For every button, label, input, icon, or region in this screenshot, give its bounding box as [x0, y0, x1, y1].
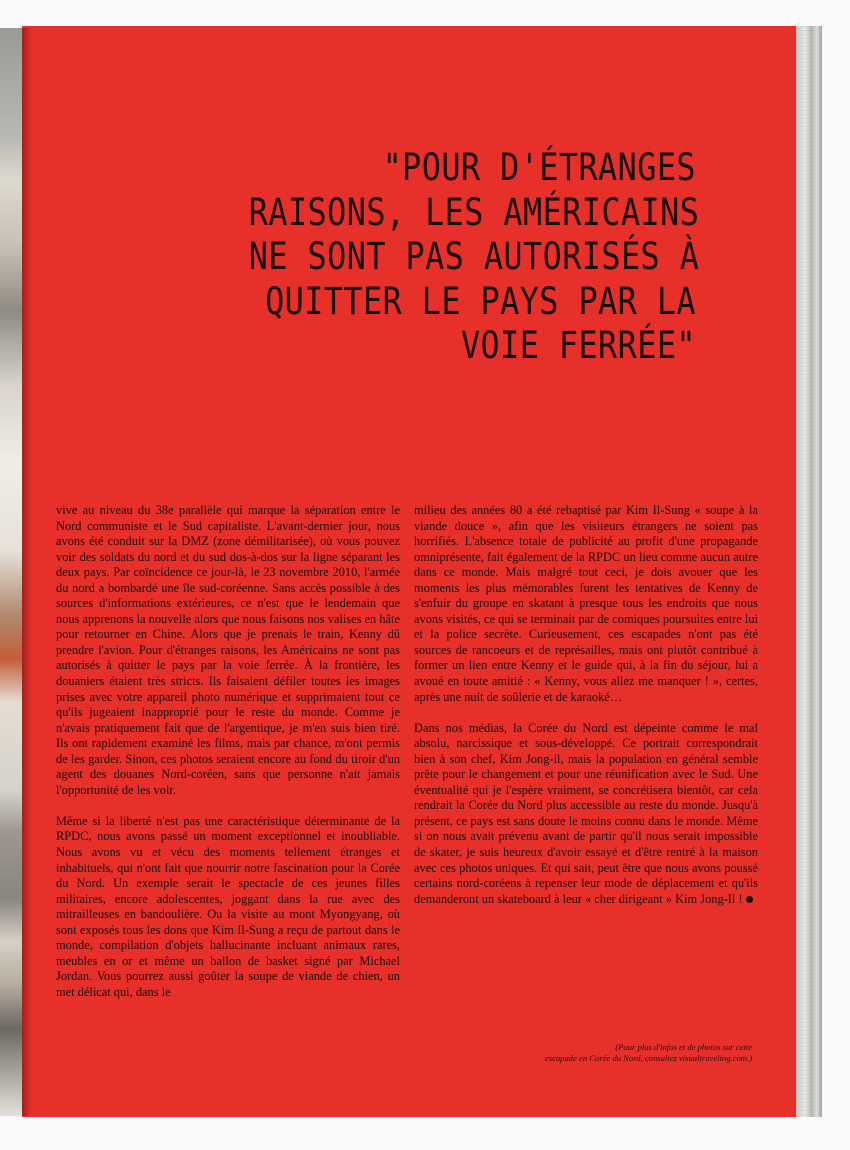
- page-stack-edge: [796, 26, 822, 1117]
- pull-quote-line: "POUR D'ÉTRANGES: [382, 146, 696, 189]
- adjacent-page-edge: [0, 28, 23, 1116]
- pull-quote-line: RAISONS, LES AMÉRICAINS: [248, 190, 700, 234]
- credit-line: (Pour plus d'infos et de photos sur cette: [615, 1042, 752, 1052]
- article-column-left: [56, 503, 400, 1000]
- article-column-right: [414, 503, 758, 907]
- pull-quote-line: VOIE FERRÉE": [460, 324, 696, 367]
- pull-quote-line: NE SONT PAS AUTORISÉS À: [248, 235, 700, 278]
- credit-line: escapade en Corée du Nord, consultez visualtraveling.com.): [544, 1052, 752, 1063]
- article-paragraph-final: [414, 721, 758, 908]
- article-paragraph-text: Dans nos médias, la Corée du Nord est dépeinte comme le mal absolu, narcissique et sous-développé. Ce portrait correspondrait bien à son chef, Kim Jong-il, mais la population en général semble prête pour le changement et pour une réunification avec le Sud. Une éventualité qui je l'espère vraiment, se concrétisera bientôt, car cela rendrait la Corée du Nord plus accessible au reste du monde. Jusqu'à présent, ce pays est sans doute le moins connu dans le monde. Même si on nous avait prévenu avant de partir qu'il nous serait impossible de skater, je suis heureux d'avoir essayé et d'être rentré à la maison avec ces photos uniques. Et qui sait, peut être que nous avons poussé certains nord-coréens à repenser leur mode de déplacement et qu'ils demanderont un skateboard à leur « cher dirigeant » Kim Jong-Il !: [414, 720, 758, 906]
- pull-quote-line: QUITTER LE PAYS PAR LA: [265, 279, 696, 323]
- article-paragraph: vive au niveau du 38e parallèle qui marque la séparation entre le Nord communiste et le Sud capitaliste. L'avant-dernier jour, nous avons été conduit sur la DMZ (zone démilitarisée), où vous pouvez voir des soldats du nord et du sud dos-à-dos sur la ligne séparant les deux pays. Par coïncidence ce jour-là, le 23 novembre 2010, l'armée du nord a bombardé une île sud-coréenne. Sans accès possible à des sources d'informations extérieures, ce n'est que le lendemain que nous apprenons la nouvelle alors que nous faisons nos valises en hâte pour retourner en Chine. Alors que je prenais le train, Kenny dû prendre l'avion. Pour d'étranges raisons, les Américains ne sont pas autorisés à quitter le pays par la voie ferrée. À la frontière, les douaniers étaient très stricts. Ils faisaient défiler toutes les images prises avec votre appareil photo numérique et supprimaient tout ce qu'ils jugeaient inapproprié pour le reste du monde. Comme je n'avais pratiquement fait que de l'argentique, je m'en suis bien tiré. Ils ont rapidement examiné les films, mais par chance, m'ont permis de les garder. Sinon, ces photos seraient encore au fond du tiroir d'un agent des douanes Nord-coréen, sans que personne n'ait jamais l'opportunité de les voir.: [56, 503, 400, 797]
- end-of-article-icon: [746, 896, 753, 903]
- article-paragraph: Même si la liberté n'est pas une caractéristique déterminante de la RPDC, nous avons passé un moment exceptionnel et inoubliable. Nous avons vu et vécu des moments tellement étranges et inhabituels, qui n'ont fait que nourrir notre fascination pour la Corée du Nord. Un exemple serait le spectacle de ces jeunes filles militaires, encore adolescentes, joggant dans la rue avec des mitrailleuses en bandoulière. Ou la visite au mont Myongyang, où sont exposés tous les dons que Kim Il-Sung a reçu de partout dans le monde, compilation d'objets hallucinante incluant animaux rares, meubles en or et même un ballon de basket signé par Michael Jordan. Vous pourrez aussi goûter la soupe de viande de chien, un met délicat qui, dans le: [56, 813, 400, 999]
- binding-shadow: [22, 28, 32, 1116]
- photo-credit-note: [452, 1042, 752, 1063]
- pull-quote: [248, 146, 700, 369]
- article-paragraph: milieu des années 80 a été rebaptisé par Kim Il-Sung « soupe à la viande douce », afin que les visiteurs étrangers ne soient pas horrifiés. L'absence totale de publicité au profit d'une propagande omniprésente, fait également de la RPDC un lieu comme aucun autre dans ce monde. Mais malgré tout ceci, je dois avouer que les moments les plus mémorables furent les tentatives de Kenny de s'enfuir du groupe en skatant à presque tous les endroits que nous avons visités, ce qui se terminait par de comiques poursuites entre lui et la police secrète. Curieusement, ces escapades n'ont pas été sources de rancoeurs et de représailles, mais ont plutôt contribué à former un lien entre Kenny et le guide qui, à la fin du séjour, lui a avoué en toute amitié : « Kenny, vous allez me manquer ! », certes, après une nuit de soûlerie et de karaoké…: [414, 503, 758, 704]
